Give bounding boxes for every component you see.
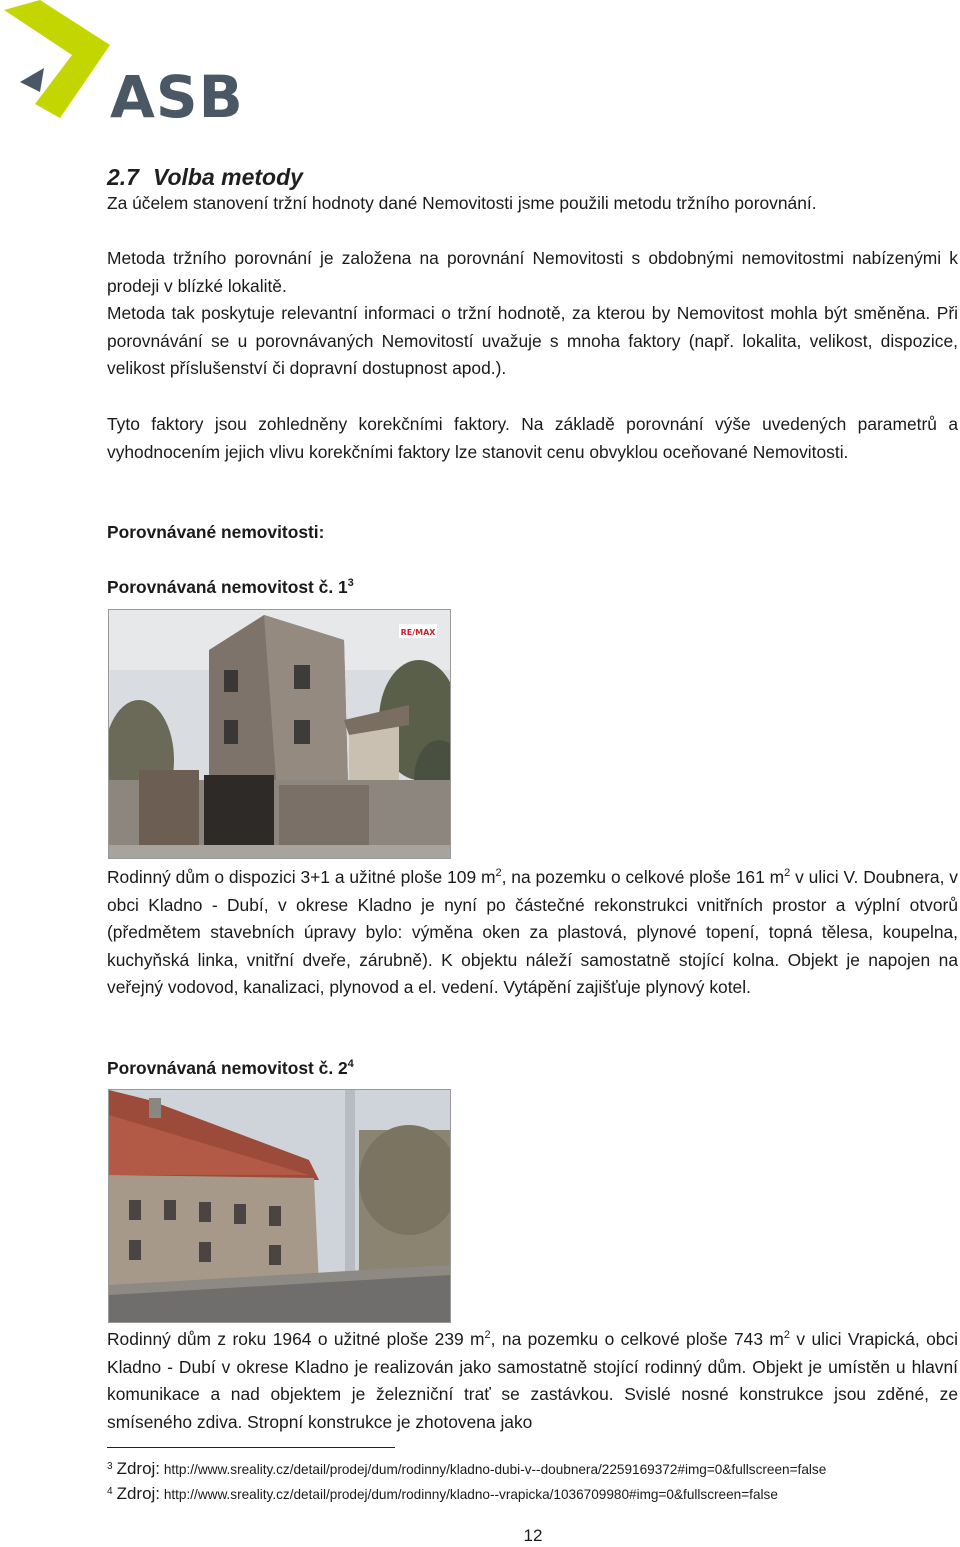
intro-paragraph-2 xyxy=(107,245,958,300)
property-1-heading xyxy=(107,577,354,598)
desc-part: , na pozemku o celkové ploše 161 m xyxy=(501,867,785,887)
desc-part: , na pozemku o celkové ploše 743 m xyxy=(490,1329,784,1349)
property-2-description xyxy=(107,1326,958,1436)
section-number: 2.7 xyxy=(107,164,139,190)
property-2-heading xyxy=(107,1058,354,1079)
property-2-photo xyxy=(108,1089,451,1323)
footnote-3 xyxy=(107,1460,826,1479)
desc-part: Rodinný dům z roku 1964 o užitné ploše 239 m xyxy=(107,1329,485,1349)
paragraph-text: Metoda tržního porovnání je založena na porovnání Nemovitosti s obdobnými nemovitostmi nabízenými k prodeji v blízké lokalitě. xyxy=(107,248,958,296)
sup-square: 2 xyxy=(484,1329,491,1341)
footnote-label: Zdroj: xyxy=(116,1484,161,1503)
paragraph-text: Metoda tak poskytuje relevantní informaci o tržní hodnotě, za kterou by Nemovitost mohla být směněna. Při porovnávání se u porovnávaných Nemovitostí uvažuje s mnoha faktory (např. lokalita, velikost, dispozice, velikost příslušenství či dopravní dostupnost apod.). xyxy=(107,303,958,378)
footnote-number: 3 xyxy=(107,1461,113,1472)
house-photo-image xyxy=(109,1090,450,1322)
compared-properties-heading: Porovnávané nemovitosti: xyxy=(107,522,325,542)
intro-paragraph-4 xyxy=(107,411,958,466)
footnote-url-link[interactable]: http://www.sreality.cz/detail/prodej/dum/rodinny/kladno--vrapicka/1036709980#img=0&fullscreen=false xyxy=(163,1487,778,1502)
section-title: Volba metody xyxy=(152,164,303,190)
intro-paragraph-1 xyxy=(107,190,958,218)
footnote-4 xyxy=(107,1485,778,1504)
house-photo-image xyxy=(109,610,450,858)
desc-part: v ulici Vrapická, obci Kladno - Dubí v okrese Kladno je realizován jako samostatně stojící rodinný dům. Objekt je umístěn u hlavní komunikace a nad objektem je železniční trať se zastávkou. Svislé nosné konstrukce jsou zděné, ze smíseného zdiva. Stropní konstrukce je zhotovena jako xyxy=(107,1329,958,1432)
property-1-photo xyxy=(108,609,451,859)
paragraph-text: Za účelem stanovení tržní hodnoty dané Nemovitosti jsme použili metodu tržního porovnání. xyxy=(107,193,817,213)
desc-part: Rodinný dům o dispozici 3+1 a užitné ploše 109 m xyxy=(107,867,496,887)
asb-logo xyxy=(0,0,250,130)
intro-paragraph-3 xyxy=(107,300,958,383)
footnote-label: Zdroj: xyxy=(116,1459,161,1478)
footnote-ref-4[interactable]: 4 xyxy=(347,1058,354,1070)
desc-part: v ulici V. Doubnera, v obci Kladno - Dubí, v okrese Kladno je nyní po částečné rekonstrukci vnitřních prostor a výplní otvorů (předmětem stavebních úpravy bylo: výměna oken za plastová, plynové topení, topná tělesa, koupelna, kuchyňská linka, vnitřní dveře, zárubně). K objektu náleží samostatně stojící kolna. Objekt je napojen na veřejný vodovod, kanalizaci, plynovod a el. vedení. Vytápění zajišťuje plynový kotel. xyxy=(107,867,958,997)
page-number: 12 xyxy=(523,1526,543,1545)
section-heading xyxy=(107,164,303,191)
paragraph-text: Tyto faktory jsou zohledněny korekčními faktory. Na základě porovnání výše uvedených parametrů a vyhodnocením jejich vlivu korekčními faktory lze stanovit cenu obvyklou oceňované Nemovitosti. xyxy=(107,414,958,462)
sup-square: 2 xyxy=(783,1329,791,1341)
footnote-url-link[interactable]: http://www.sreality.cz/detail/prodej/dum/rodinny/kladno-dubi-v--doubnera/2259169372#img=0&fullscreen=false xyxy=(163,1462,827,1477)
logo-text: ASB xyxy=(110,63,244,131)
footnote-ref-3[interactable]: 3 xyxy=(347,577,354,589)
sup-square: 2 xyxy=(784,867,791,879)
footnote-number: 4 xyxy=(107,1486,113,1497)
remax-badge: RE/MAX xyxy=(400,628,436,637)
sup-square: 2 xyxy=(495,867,502,879)
property-2-title: Porovnávaná nemovitost č. 2 xyxy=(107,1058,348,1078)
property-1-description xyxy=(107,864,958,1002)
footnote-divider xyxy=(107,1447,395,1448)
property-1-title: Porovnávaná nemovitost č. 1 xyxy=(107,577,348,597)
